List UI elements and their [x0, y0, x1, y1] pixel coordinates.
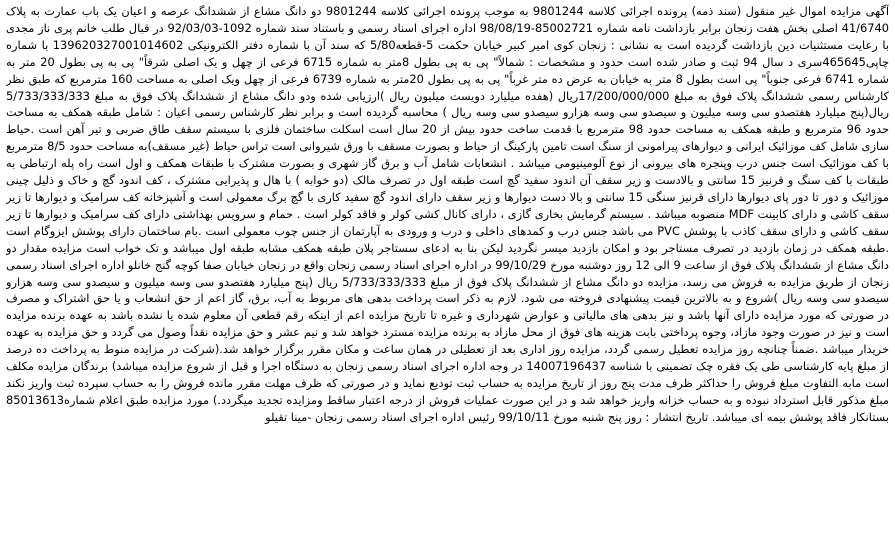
auction-notice [6, 3, 889, 548]
notice-body-text: آگهی مزایده اموال غیر منقول (سند ذمه) پرونده اجرائی کلاسه 9801244 به موجب پرونده اجرائی کلاسه 9801244 دو دانگ مشاع از ششدانگ عرصه و اعیان یک باب عمارت به پلاک 41/6740 اصلی بخش هفت زنجان برابر بازداشت نامه شماره 85002721-98/08/19 اداره اجرای اسناد رسمی و باستناد سند شماره 1092-92/03/03 در قبال طلب خانم پری ناز مجدی با رعایت مستثنیات دین بازداشت گردیده است به نشانی : زنجان کوی امیر کبیر خیابان حکمت 5-قطعه5/80 که سند آن با شماره دفتر الکترونیکی 139620327001014602 با شماره چاپی465645سری د سال 94 ثبت و صادر شده است حدود و مشخصات : شمالاً" پی به پی بطول 8متر به شماره 6715 فرعی از چهل و یک اصلی شرقاً" پی به پی بطول 20 متر به شماره 6741 فرعی جنوباً" پی است بطول 8 متر به خیابان به عرض ده متر غرباً" پی به پی بطول 20متر به شماره 6739 فرعی از چهل ویک اصلی به مساحت 160 مترمربع که طبق نظر کارشناس رسمی ششدانگ پلاک فوق به مبلغ 17/200/000/000ریال (هفده میلیارد دویست میلیون ریال )ارزیابی شده ودو دانگ مشاع از ششدانگ پلاک فوق به مبلغ 5/733/333/333 ریال(پنج میلیارد هفتصدو سی وسه میلیون و سیصدو سی وسه هزارو سیصدو سی وسه ریال ) محاسبه گردیده است و برابر نظر کارشناس رسمی اعیان : شامل طبقه همکف به مساحت حدود 96 مترمربع و طبقه همکف به مساحت حدود 98 مترمربع با قدمت ساخت حدود بیش از 20 سال است اسکلت ساختمان فلزی با سیستم سقف طاق ضربی و تیر آهن است .حیاط سازی شامل کف موزائیک ایرانی و دیوارهای پیرامونی از سنگ است تامین پارکینگ از حیاط و بصورت مسقف با ورق شیروانی است تراس حیاط (غیر مسقف)به مساحت حدود 8/5 مترمربع با کف موزائیک است جنس درب وپنجره های بیرونی از نوع آلومینیومی میباشد . انشعابات شامل آب و برق گاز شهری و بصورت مشترک با طبقات همکف و اول است راه پله ارتباطی به طبقات با کف سنگ و قرنیز 15 سانتی و بالادست و زیر سقف آن اندود سفید گچ است طبقه اول در تصرف مالک (دو خوابه ) با هال و پذیرایی مشترک ، کف اندود گچ و خاک و ذلیل چینی موزائیک و دور تا دور پای دیوارها دارای قرنیز سنگی 15 سانتی و بالا دست دیوارها و زیر سقف دارای اندود گچ سفید کاری با گچ برگ معمولی است و آشپزخانه کف سرامیک و دیوارها تا زیر سقف کاشی و دارای کابینت MDF منصوبه میباشد . سیستم گرمایش بخاری گازی ، دارای کانال کشی کولر و فاقد کولر است . حمام و سرویس بهداشتی دارای کف سرامیک و دیوارها تا زیر سقف کاشی و دارای سقف کاذب با پوشش PVC می باشد جنس درب و کمدهای داخلی و درب و ورودی به آپارتمان از جنس چوب معمولی است .بام ساختمان دارای پوشش ایزوگام است .طبقه همکف در زمان بازدید در تصرف مستاجر بود و امکان بازدید میسر نگردید لیکن بنا به ادعای سستاجر پلان طبقه همکف مشابه طبقه اول میباشد و تک خواب است مزایده مقدار دو دانگ مشاع از ششدانگ پلاک فوق از ساعت 9 الی 12 روز دوشنبه مورخ 99/10/29 در اداره اجرای اسناد رسمی زنجان واقع در زنجان خیابان صفا کوچه گنج خانلو اداره اجرای اسناد رسمی زنجان از طریق مزایده به فروش می رسد، مزایده دو دانگ مشاع از ششدانگ پلاک فوق از مبلغ 5/733/333/333 ریال (پنج میلیارد هفتصدو سی وسه میلیون و سیصدو سی وسه هزارو سیصدو سی وسه ریال )شروع و به بالاترین قیمت پیشنهادی فروخته می شود. لازم به ذکر است پرداخت بدهی های مربوط به آب، برق، گاز اعم از حق انشعاب و یا حق اشتراک و مصرف در صورتی که مورد مزایده دارای آنها باشد و نیز بدهی های مالیاتی و عوارض شهرداری و غیره تا تاریخ مزایده اعم از اینکه رقم قطعی آن معلوم شده یا نشده باشد به عهده برنده مزایده است و نیز در صورت وجود مازاد، وجوه پرداختی بابت هزینه های فوق از محل مازاد به برنده مزایده مسترد خواهد شد و نیم عشر و حق مزایده نقداً وصول می گردد و حق مزایده به عهده خریدار میباشد .ضمناً چنانچه روز مزایده تعطیل رسمی گردد، مزایده روز اداری بعد از تعطیلی در همان ساعت و مکان مقرر برگزار خواهد شد.(شرکت در مزایده منوط به پرداخت ده درصد از مبلغ پایه کارشناسی طی یک فقره چک تضمینی با شناسه 14007196437 در وجه اداره اجرای اسناد رسمی زنجان به دستگاه اجرا و قبل از شروع مزایده میباشد) برندگان مزایده مکلف است مابه التفاوت مبلغ فروش را حداکثر ظرف مدت پنج روز از تاریخ مزایده به حساب ثبت تودیع نماید و در صورتی که ظرف مهلت مقرر مانده فروش را به حساب سپرده ثبت واریز نکند مبلغ مذکور قابل استرداد نبوده و به حساب خزانه واریز خواهد شد و در این صورت عملیات فروش از درجه اعتبار ساقط ومزایده تجدید میگردد.) مورد مزایده طبق اعلام شماره85013613 بستانکار فاقد پوشش بیمه ای میباشد. تاریخ انتشار : روز پنج شنبه مورخ 99/10/11 رئیس اداره اجرای اسناد رسمی زنجان -مینا تقیلو [6, 4, 889, 424]
